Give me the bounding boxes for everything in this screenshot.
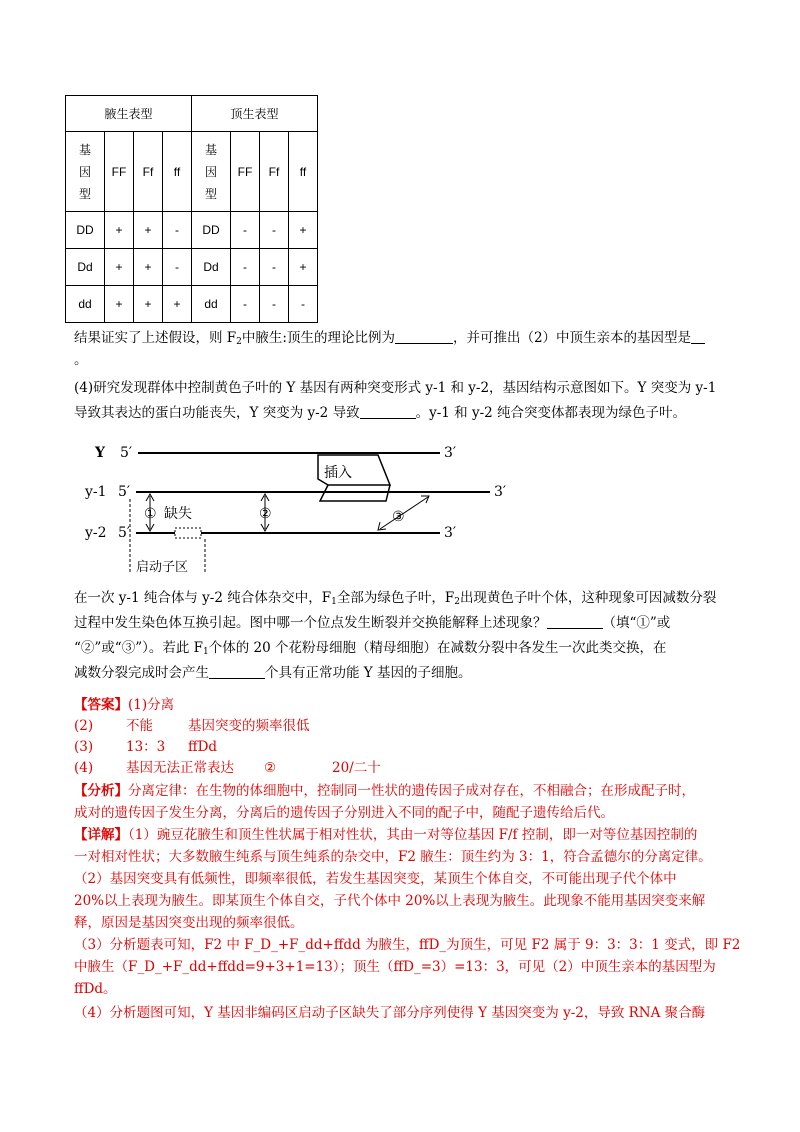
detail-line: 【详解】（1）豌豆花腋生和顶生性状属于相对性状，其由一对等位基因 F/f 控制，即一对等位基因控制的 — [74, 827, 698, 843]
genotype-label: 基 因 型 — [66, 132, 105, 212]
insertion-label: 插入 — [324, 465, 352, 481]
table-head-terminal: 顶生表型 — [192, 96, 318, 132]
answer-line: (2) 不能 基因突变的频率很低 — [74, 718, 310, 734]
svg-text:3′: 3′ — [494, 484, 507, 500]
genotype-table — [65, 95, 318, 323]
label-Y: Y — [95, 445, 105, 461]
site-1: ① — [144, 506, 157, 522]
question-4: (4)研究发现群体中控制黄色子叶的 Y 基因有两种突变形式 y-1 和 y-2，基因结构示意图如下。Y 突变为 y-1 — [74, 380, 717, 396]
svg-text:3′: 3′ — [444, 445, 457, 461]
answer-heading: 【答案】(1)分离 — [74, 697, 175, 713]
table-row: 基 因 型 FF Ff ff 基 因 型 FF Ff ff — [66, 132, 318, 212]
label-y1: y-1 — [85, 484, 107, 500]
answer-blank — [209, 664, 265, 679]
svg-text:5′: 5′ — [118, 484, 131, 500]
site-2: ② — [259, 506, 272, 522]
genotype-label: 基 因 型 — [192, 132, 231, 212]
answer-line: (3) 13：3 ffDd — [74, 739, 218, 755]
table-head-axillary: 腋生表型 — [66, 96, 192, 132]
question-line: 过程中发生染色体互换引起。图中哪一个位点发生断裂并交换能解释上述现象？ （填“①”或 — [74, 615, 671, 631]
label-y2: y-2 — [85, 525, 107, 541]
question-line: 减数分裂完成时会产生 个具有正常功能 Y 基因的子细胞。 — [74, 665, 472, 681]
site-3: ③ — [392, 509, 405, 525]
svg-text:5′: 5′ — [118, 525, 131, 541]
answer-line: (4) 基因无法正常表达 ② 20/二十 — [74, 760, 381, 776]
analysis-line: 【分析】分离定律：在生物的体细胞中，控制同一性状的遗传因子成对存在，不相融合；在形成配子时， — [74, 783, 695, 799]
table-row: Dd + + - Dd - - + — [66, 249, 318, 286]
answer-blank — [395, 329, 453, 344]
deletion-box — [175, 528, 201, 538]
table-row: DD + + - DD - - + — [66, 212, 318, 249]
answer-blank — [691, 329, 705, 344]
question-line: “②”或“③”）。若此 $F_1$个体的 20 个花粉母细胞（精母细胞）在减数分裂中各发生一次此类交换，在 — [74, 640, 667, 657]
question-line: 结果证实了上述假设，则 $F_2$中腋生:顶生的理论比例为 ，并可推出（2）中顶生亲本的基因型是 — [74, 328, 705, 353]
answer-blank — [547, 614, 603, 629]
promoter-label: 启动子区 — [136, 560, 189, 575]
svg-text:5′: 5′ — [120, 445, 133, 461]
question-line: 导致其表达的蛋白功能丧失，Y 突变为 y-2 导致 。y-1 和 y-2 纯合突变体都表现为绿色子叶。 — [74, 405, 687, 421]
deletion-label: 缺失 — [164, 506, 192, 522]
gene-structure-diagram — [80, 433, 520, 581]
table-row: dd + + + dd - - - — [66, 286, 318, 323]
svg-text:3′: 3′ — [444, 525, 457, 541]
answer-blank — [360, 404, 416, 419]
question-line: 在一次 y-1 纯合体与 y-2 纯合体杂交中，$F_1$全部为绿色子叶，$F_2$出现黄色子叶个体，这种现象可因减数分裂 — [74, 590, 717, 607]
